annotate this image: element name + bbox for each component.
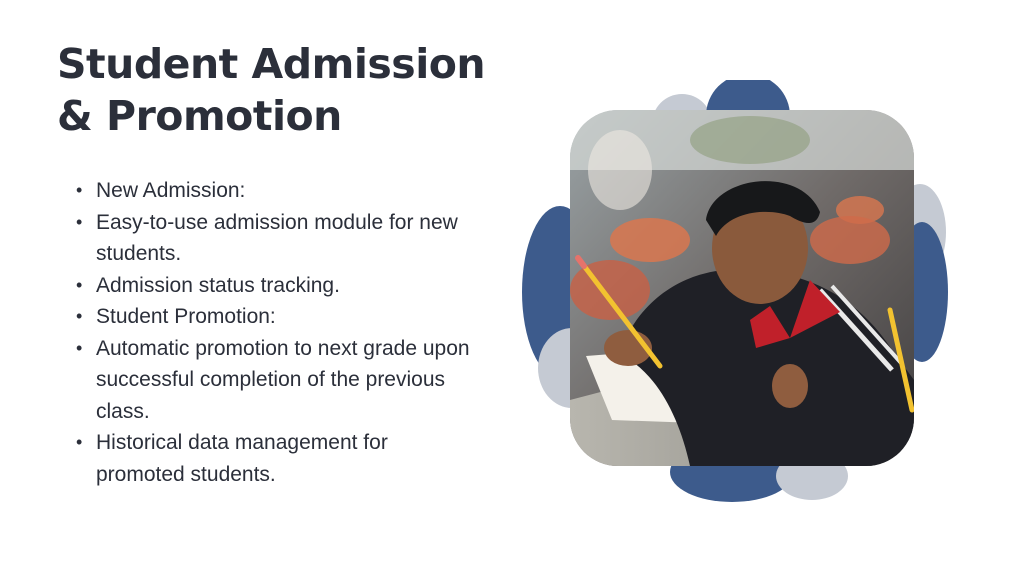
slide-title: Student Admission & Promotion — [57, 40, 486, 140]
bullet-item: • Historical data management for promoted students. — [76, 427, 476, 490]
bullet-item: • Easy-to-use admission module for new students. — [76, 207, 476, 270]
photo-composition — [520, 80, 960, 510]
bullet-item: • Automatic promotion to next grade upon successful completion of the previous class. — [76, 333, 476, 428]
photo-composition-graphic — [520, 80, 960, 510]
bullet-item: • New Admission: — [76, 175, 476, 207]
bullet-list — [76, 175, 476, 490]
student-writing-photo — [570, 110, 914, 466]
bullet-item: • Admission status tracking. — [76, 270, 476, 302]
bullet-item: • Student Promotion: — [76, 301, 476, 333]
